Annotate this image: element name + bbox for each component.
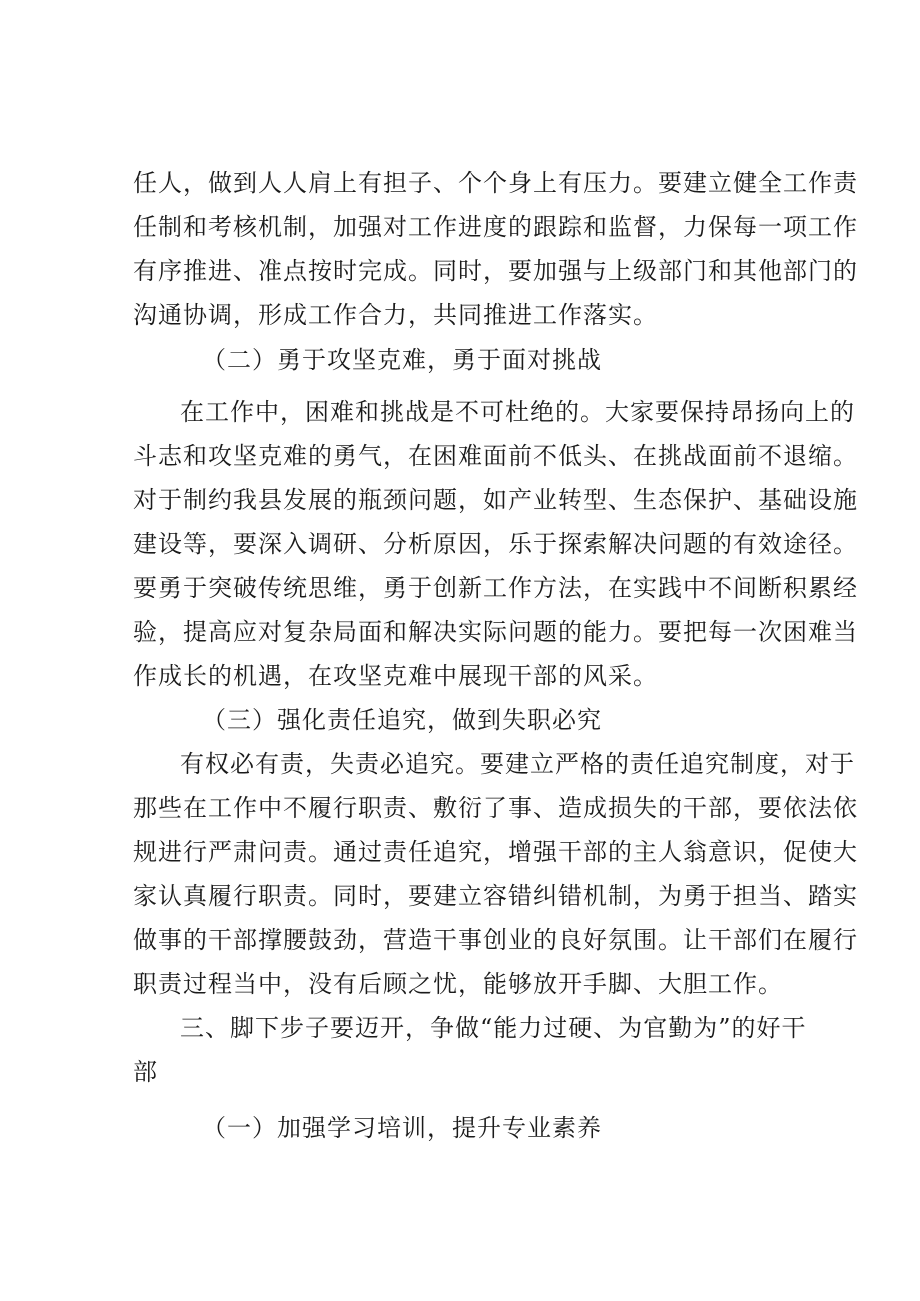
paragraph-line: 在工作中，困难和挑战是不可杜绝的。大家要保持昂扬向上的 (180, 398, 855, 426)
section-heading: （三）强化责任追究，做到失职必究 (202, 706, 602, 734)
paragraph-line: 作成长的机遇，在攻坚克难中展现干部的风采。 (133, 662, 658, 690)
paragraph-line: 沟通协调，形成工作合力，共同推进工作落实。 (133, 301, 658, 329)
paragraph-line: 家认真履行职责。同时，要建立容错纠错机制，为勇于担当、踏实 (133, 882, 858, 910)
paragraph-line: 任制和考核机制，加强对工作进度的跟踪和监督，力保每一项工作 (133, 213, 858, 241)
paragraph-line: 有序推进、准点按时完成。同时，要加强与上级部门和其他部门的 (133, 257, 858, 285)
paragraph-line: 做事的干部撑腰鼓劲，营造干事创业的良好氛围。让干部们在履行 (133, 926, 858, 954)
section-heading: （一）加强学习培训，提升专业素养 (202, 1114, 602, 1142)
paragraph-line: 有权必有责，失责必追究。要建立严格的责任追究制度，对于 (180, 750, 855, 778)
section-heading: 三、脚下步子要迈开，争做“能力过硬、为官勤为”的好干 (180, 1014, 807, 1042)
paragraph-line: 建设等，要深入调研、分析原因，乐于探索解决问题的有效途径。 (133, 530, 858, 558)
section-heading: （二）勇于攻坚克难，勇于面对挑战 (202, 346, 602, 374)
paragraph-line: 斗志和攻坚克难的勇气，在困难面前不低头、在挑战面前不退缩。 (133, 442, 858, 470)
paragraph-line: 任人，做到人人肩上有担子、个个身上有压力。要建立健全工作责 (133, 169, 858, 197)
paragraph-line: 职责过程当中，没有后顾之忧，能够放开手脚、大胆工作。 (133, 970, 783, 998)
paragraph-line: 验，提高应对复杂局面和解决实际问题的能力。要把每一次困难当 (133, 618, 858, 646)
paragraph-line: 要勇于突破传统思维，勇于创新工作方法，在实践中不间断积累经 (133, 574, 858, 602)
paragraph-line: 规进行严肃问责。通过责任追究，增强干部的主人翁意识，促使大 (133, 838, 858, 866)
section-heading-continuation: 部 (133, 1058, 158, 1086)
paragraph-line: 对于制约我县发展的瓶颈问题，如产业转型、生态保护、基础设施 (133, 486, 858, 514)
paragraph-line: 那些在工作中不履行职责、敷衍了事、造成损失的干部，要依法依 (133, 794, 858, 822)
